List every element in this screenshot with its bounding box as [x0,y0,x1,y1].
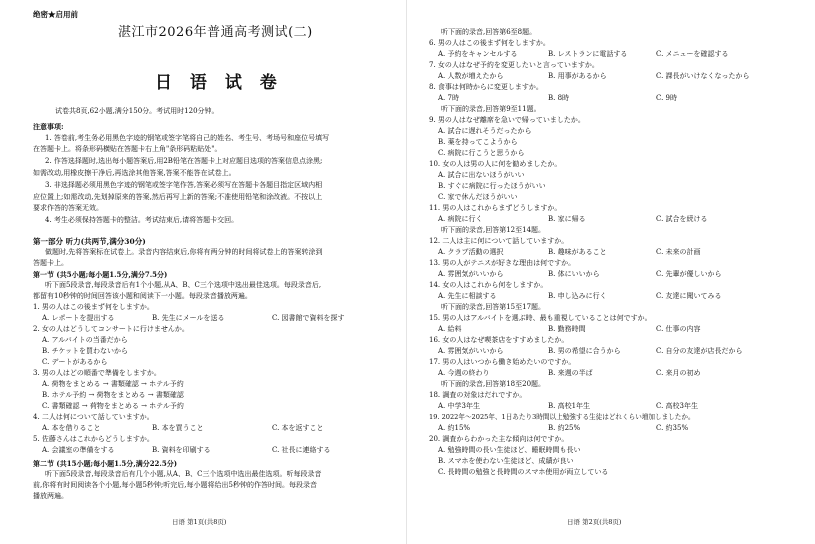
notice-line: 如需改动,用橡皮擦干净后,再选涂其他答案,答案不能答在试卷上。 [33,169,236,177]
option-7a: A. 人数が増えたから [438,72,504,80]
confidential-mark: 绝密★启用前 [33,10,78,19]
option-11c: C. 試合を続ける [656,215,708,223]
question-13: 13. 男の人がテニスが好きな理由は何ですか。 [429,259,576,267]
listening-heading: 听下面的录音,回答第12至14题。 [441,226,546,234]
option-12c: C. 未来の計画 [656,248,701,256]
option-10c: C. 家で休んだほうがいい [438,193,518,201]
option-17a: A. 今週の終わり [438,369,490,377]
question-12: 12. 二人は主に何について話していますか。 [429,237,569,245]
question-15: 15. 男の人はアルバイトを選ぶ時、最も重視していることは何ですか。 [429,314,652,322]
option-18c: C. 高校3年生 [656,402,699,410]
option-2a: A. アルバイトの当番だから [42,336,128,344]
option-4a: A. 本を借りること [42,424,101,432]
section1-desc: 听下面5段录音,每段录音后有1个小题,从A、B、C三个选项中选出最佳选项。每段录音后, [45,281,322,289]
option-18b: B. 高校1年生 [548,402,591,410]
question-4: 4. 二人は何について話していますか。 [33,413,154,421]
question-18: 18. 調査の対象はだれですか。 [429,391,527,399]
question-10: 10. 女の人は男の人に何を勧めましたか。 [429,160,562,168]
option-12a: A. クラブ活動の選択 [438,248,504,256]
part1-desc: 答题卡上。 [33,259,68,267]
option-12b: B. 趣味があること [548,248,607,256]
listening-heading: 听下面的录音,回答第6至8题。 [441,28,537,36]
option-9b: B. 薬を持ってこようから [438,138,518,146]
part1-desc: 做题时,先将答案标在试卷上。录音内容结束后,你将有两分钟的时间将试卷上的答案转涂到 [45,248,323,256]
page-footer: 日语 第2页(共8页) [567,518,622,526]
option-11b: B. 家に帰る [548,215,586,223]
listening-heading: 听下面的录音,回答第9至11题。 [441,105,541,113]
notice-line: 1. 答卷前,考生务必用黑色字迹的钢笔或签字笔将自己的姓名、考生号、考场号和座位号填写 [45,134,330,142]
option-11a: A. 病院に行く [438,215,483,223]
notice-line: 要求作答的答案无效。 [33,204,103,212]
question-20: 20. 調査からわかった主な傾向は何ですか。 [429,435,569,443]
option-19c: C. 約35% [656,424,689,432]
section1-desc: 都留有10秒钟的时间回答该小题和阅读下一小题。每段录音播放两遍。 [33,292,252,300]
option-16a: A. 雰囲気がいいから [438,347,504,355]
section2-title: 第二节 (共15小题;每小题1.5分,满分22.5分) [33,459,178,468]
listening-heading: 听下面的录音,回答第15至17题。 [441,303,546,311]
question-14: 14. 女の人はこれから何をしますか。 [429,281,548,289]
option-1b: B. 先生にメールを送る [152,314,225,322]
option-4c: C. 本を返すこと [272,424,324,432]
option-2b: B. チケットを買わないから [42,347,128,355]
option-6a: A. 予約をキャンセルする [438,50,518,58]
exam-page-1 [0,0,406,544]
exam-title: 湛江市2026年普通高考测试(二) [118,25,313,40]
option-15c: C. 仕事の内容 [656,325,701,333]
section2-desc: 前,你将有时间阅读各个小题,每小题5秒钟;听完后,每小题将给出5秒钟的作答时间。每段录音 [33,481,317,489]
option-9c: C. 病院に行こうと思うから [438,149,525,157]
option-7b: B. 用事があるから [548,72,607,80]
option-2c: C. デートがあるから [42,358,108,366]
option-8a: A. 7時 [438,94,459,102]
option-3a: A. 荷物をまとめる → 書類確認 → ホテル予約 [42,380,184,388]
option-4b: B. 本を買うこと [152,424,204,432]
notice-line: 应位置上;如需改动,先划掉原来的答案,然后再写上新的答案;不准使用铅笔和涂改液。不按以上 [33,193,323,201]
notice-title: 注意事项: [33,122,64,131]
option-7c: C. 課長がいけなくなったから [656,72,750,80]
option-8c: C. 9時 [656,94,678,102]
option-3b: B. ホテル予約 → 荷物をまとめる → 書類確認 [42,391,184,399]
section2-desc: 听下面5段录音,每段录音后有几个小题,从A、B、C三个选项中选出最佳选项。听每段录音 [45,470,322,478]
question-6: 6. 男の人はこの後まず何をしますか。 [429,39,550,47]
question-8: 8. 食事は何時からに変更しますか。 [429,83,543,91]
notice-line: 2. 作答选择题时,选出每小题答案后,用2B铅笔在答题卡上对应题目选项的答案信息点涂黑; [45,157,323,165]
option-13a: A. 雰囲気がいいから [438,270,504,278]
option-5b: B. 資料を印刷する [152,446,211,454]
option-6c: C. メニューを確認する [656,50,729,58]
section1-title: 第一节 (共5小题;每小题1.5分,满分7.5分) [33,270,168,279]
option-5a: A. 会議室の準備をする [42,446,115,454]
option-20a: A. 勉強時間の長い生徒ほど、睡眠時間も長い [438,446,581,454]
question-5: 5. 佐藤さんはこれからどうしますか。 [33,435,154,443]
option-13b: B. 体にいいから [548,270,600,278]
option-13c: C. 先輩が優しいから [656,270,722,278]
question-1: 1. 男の人はこの後まず何をしますか。 [33,303,154,311]
option-9a: A. 試合に遅れそうだったから [438,127,532,135]
option-15a: A. 給料 [438,325,462,333]
option-14a: A. 先生に相談する [438,292,497,300]
question-17: 17. 男の人はいつから働き始めたいのですか。 [429,358,576,366]
option-20c: C. 長時間の勉強と長時間のスマホ使用が両立している [438,468,609,476]
option-16c: C. 自分の友達が店長だから [656,347,743,355]
section2-desc: 播放两遍。 [33,492,68,500]
question-2: 2. 女の人はどうしてコンサートに行けませんか。 [33,325,189,333]
option-3c: C. 書類確認 → 荷物をまとめる → ホテル予約 [42,402,184,410]
question-11: 11. 男の人はこれからまずどうしますか。 [429,204,562,212]
option-14c: C. 友達に聞いてみる [656,292,722,300]
page-footer: 日语 第1页(共8页) [172,518,227,526]
notice-line: 3. 非选择题必须用黑色字迹的钢笔或签字笔作答,答案必须写在答题卡各题目指定区域内相 [45,181,323,189]
option-1c: C. 図書館で資料を探す [272,314,345,322]
question-9: 9. 男の人はなぜ離席を急いで帰っていましたか。 [429,116,585,124]
option-17c: C. 来月の初め [656,369,701,377]
option-8b: B. 8時 [548,94,570,102]
notice-line: 4. 考生必须保持答题卡的整洁。考试结束后,请将答题卡交回。 [45,216,239,224]
option-20b: B. スマホを使わない生徒ほど、成績が良い [438,457,574,465]
exam-page-2 [407,0,815,544]
option-19a: A. 約15% [438,424,471,432]
option-10a: A. 試合に出ないほうがいい [438,171,525,179]
option-17b: B. 来週の半ば [548,369,593,377]
exam-subject-title: 日 语 试 卷 [155,73,283,93]
option-10b: B. すぐに病院に行ったほうがいい [438,182,546,190]
option-14b: B. 申し込みに行く [548,292,607,300]
listening-heading: 听下面的录音,回答第18至20题。 [441,380,546,388]
question-7: 7. 女の人はなぜ予約を変更したいと言っていますか。 [429,61,599,69]
option-18a: A. 中学3年生 [438,402,480,410]
question-16: 16. 女の人はなぜ喫茶店をすすめましたか。 [429,336,569,344]
option-5c: C. 社長に連絡する [272,446,331,454]
exam-info: 试卷共8页,62小题,满分150分。考试用时120分钟。 [55,107,219,115]
part1-title: 第一部分 听力(共两节,满分30分) [33,237,146,246]
question-3: 3. 男の人はどの順番で準備をしますか。 [33,369,161,377]
option-19b: B. 約25% [548,424,581,432]
notice-line: 在答题卡上。将条形码横贴在答题卡右上角"条形码粘贴处"。 [33,145,222,153]
option-16b: B. 男の希望に合うから [548,347,621,355]
option-15b: B. 勤務時間 [548,325,586,333]
option-1a: A. レポートを提出する [42,314,115,322]
option-6b: B. レストランに電話する [548,50,628,58]
question-19: 19. 2022年～2025年、1日あたり3時間以上勉強する生徒はどれくらい増加しましたか。 [429,413,695,421]
